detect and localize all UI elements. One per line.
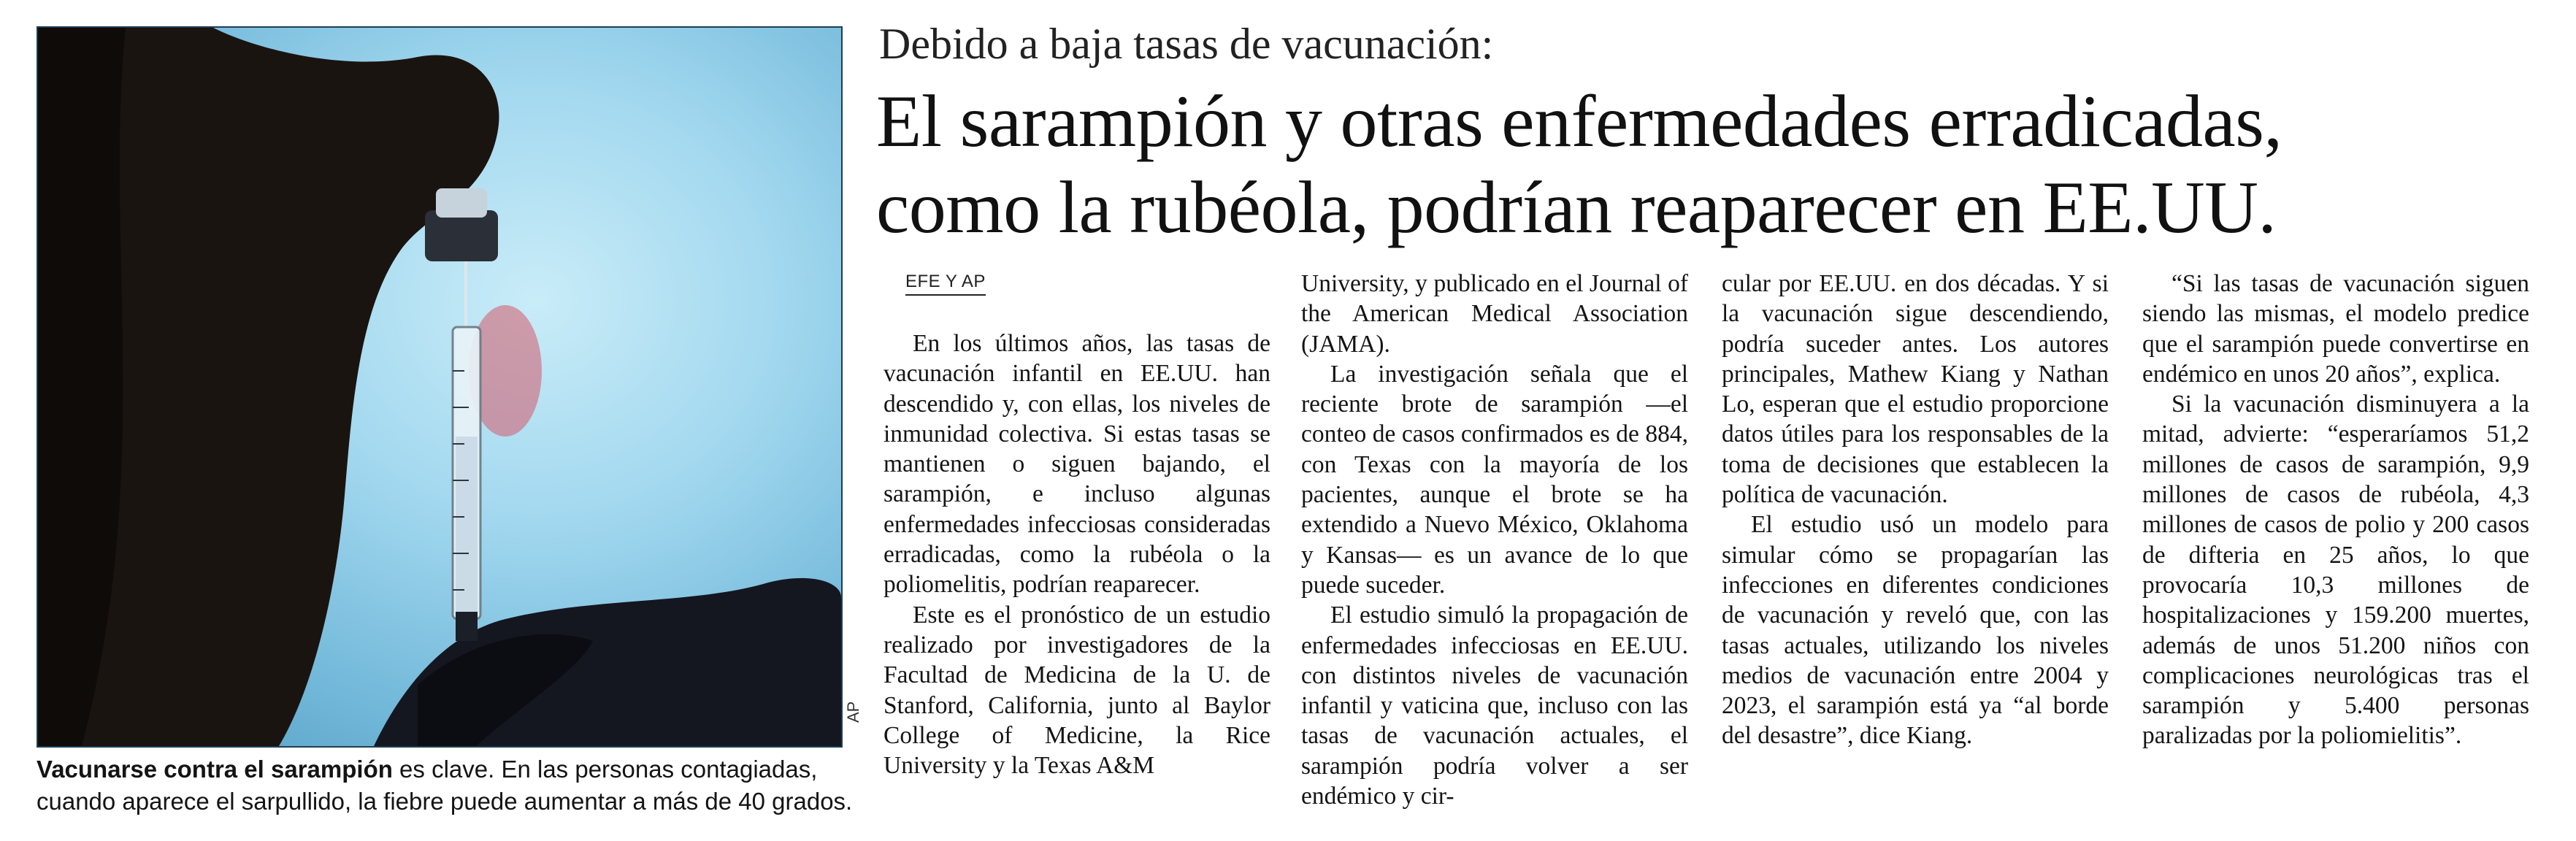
paragraph: “Si las tasas de vacunación siguen siendo las mismas, el modelo predice que el sarampión puede convertirse en endémico en unos 20 años”, explica. (2142, 270, 2529, 388)
caption-text-2: cuando aparece el sarpullido, la fiebre puede aumentar a más de 40 grados. (37, 788, 853, 815)
article-column-3 (1722, 269, 2109, 751)
article-column-2 (1301, 269, 1688, 811)
article-column-1 (883, 329, 1270, 780)
syringe-icon (38, 28, 841, 746)
headline (876, 79, 2556, 251)
paragraph: El estudio usó un modelo para simular cómo se propagarían las infecciones en diferentes condiciones de vacunación y reveló que, con las tasas actuales, utilizando los niveles medios de vacunación entre 2004 y 2023, el sarampión está ya “al borde del desastre”, dice Kiang. (1722, 511, 2109, 750)
kicker: Debido a baja tasas de vacunación: (879, 20, 1494, 68)
byline: EFE Y AP (905, 272, 986, 292)
caption-bold: Vacunarse contra el sarampión (37, 756, 393, 783)
paragraph: cular por EE.UU. en dos décadas. Y si la vacunación sigue descendiendo, podría suceder antes. Los autores principales, Mathew Kiang y Nathan Lo, esperan que el estudio proporcione datos útiles para los responsables de la toma de decisiones que establecen la política de vacunación. (1722, 270, 2109, 509)
article-column-4 (2142, 269, 2529, 751)
photo-caption (37, 753, 854, 818)
vaccine-photo (37, 26, 843, 748)
paragraph: Si la vacunación disminuyera a la mitad, advierte: “esperaríamos 51,2 millones de casos de sarampión, 9,9 millones de casos de rubéola, 4,3 millones de casos de polio y 200 casos de difteria en 25 años, lo que provocaría 10,3 millones de hospitalizaciones y 159.200 muertes, además de unos 51.200 niños con complicaciones neurológicas tras el sarampión y 5.400 personas paralizadas por la poliomielitis”. (2142, 391, 2529, 750)
paragraph: University, y publicado en el Journal of the American Medical Association (JAMA). (1301, 270, 1688, 358)
paragraph: Este es el pronóstico de un estudio realizado por investigadores de la Facultad de Medicina de la U. de Stanford, California, junto al Baylor College of Medicine, la Rice University y la Texas A&M (883, 601, 1270, 780)
caption-text-1: es clave. En las personas contagiadas, (392, 756, 818, 783)
headline-line-1: El sarampión y otras enfermedades erradicadas, (876, 80, 2282, 163)
photo-credit: AP (844, 701, 862, 723)
paragraph: La investigación señala que el reciente brote de sarampión —el conteo de casos confirmados es de 884, con Texas con la mayoría de los pacientes, aunque el brote se ha extendido a Nuevo México, Oklahoma y Kansas— es un avance de lo que puede suceder. (1301, 360, 1688, 599)
headline-line-2: como la rubéola, podrían reaparecer en EE.UU. (876, 166, 2277, 249)
paragraph: En los últimos años, las tasas de vacunación infantil en EE.UU. han descendido y, con ellas, los niveles de inmunidad colectiva. Si estas tasas se mantienen o siguen bajando, el sarampión, e incluso algunas enfermedades infecciosas consideradas erradicadas, como la rubéola o la poliomelitis, podrían reaparecer. (883, 330, 1270, 599)
paragraph: El estudio simuló la propagación de enfermedades infecciosas en EE.UU. con distintos niveles de vacunación infantil y vaticina que, incluso con las tasas de vacunación actuales, el sarampión podría volver a ser endémico y cir- (1301, 602, 1688, 810)
